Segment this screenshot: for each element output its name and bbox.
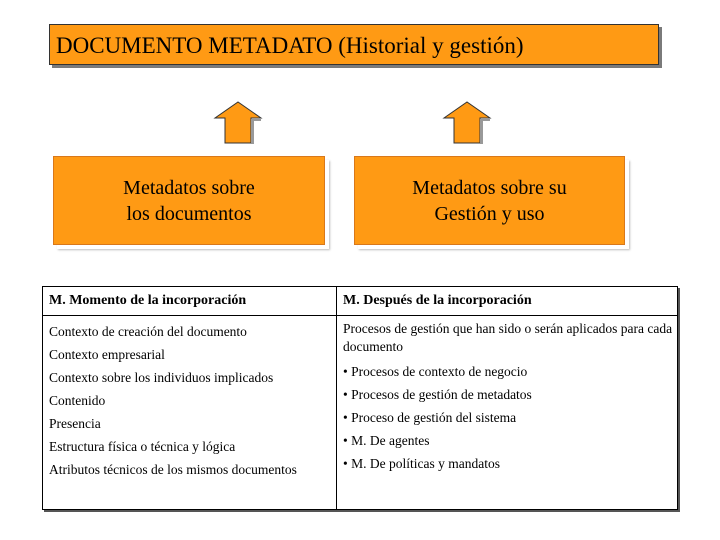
table-header-left: M. Momento de la incorporación	[43, 287, 337, 316]
list-item: Contexto empresarial	[49, 347, 165, 362]
list-item: Contexto de creación del documento	[49, 324, 247, 339]
box-line: Gestión y uso	[434, 202, 545, 225]
box-line: Metadatos sobre su	[412, 176, 567, 199]
right-column	[337, 316, 677, 509]
list-item: Estructura física o técnica y lógica	[49, 439, 236, 454]
metadata-table	[42, 286, 678, 510]
list-intro: Procesos de gestión que han sido o serán aplicados para cada documento	[343, 321, 673, 354]
left-column	[43, 316, 337, 509]
documents-metadata-box	[53, 156, 325, 245]
list-item: • Proceso de gestión del sistema	[343, 410, 517, 425]
arrow-up-icon	[213, 100, 263, 144]
list-item: Presencia	[49, 416, 101, 431]
list-item: • M. De agentes	[343, 433, 430, 448]
page-title: DOCUMENTO METADATO (Historial y gestión)	[49, 24, 659, 65]
box-line: Metadatos sobre	[123, 176, 255, 199]
arrow-up-icon	[442, 100, 492, 144]
list-item: Contenido	[49, 393, 106, 408]
box-line: los documentos	[126, 202, 252, 225]
list-item: • Procesos de gestión de metadatos	[343, 387, 532, 402]
list-item: Contexto sobre los individuos implicados	[49, 370, 274, 385]
list-item: • Procesos de contexto de negocio	[343, 364, 528, 379]
table-header-right: M. Después de la incorporación	[337, 287, 677, 316]
list-item: • M. De políticas y mandatos	[343, 456, 500, 471]
management-metadata-box	[354, 156, 625, 245]
list-item: Atributos técnicos de los mismos documentos	[49, 462, 297, 477]
